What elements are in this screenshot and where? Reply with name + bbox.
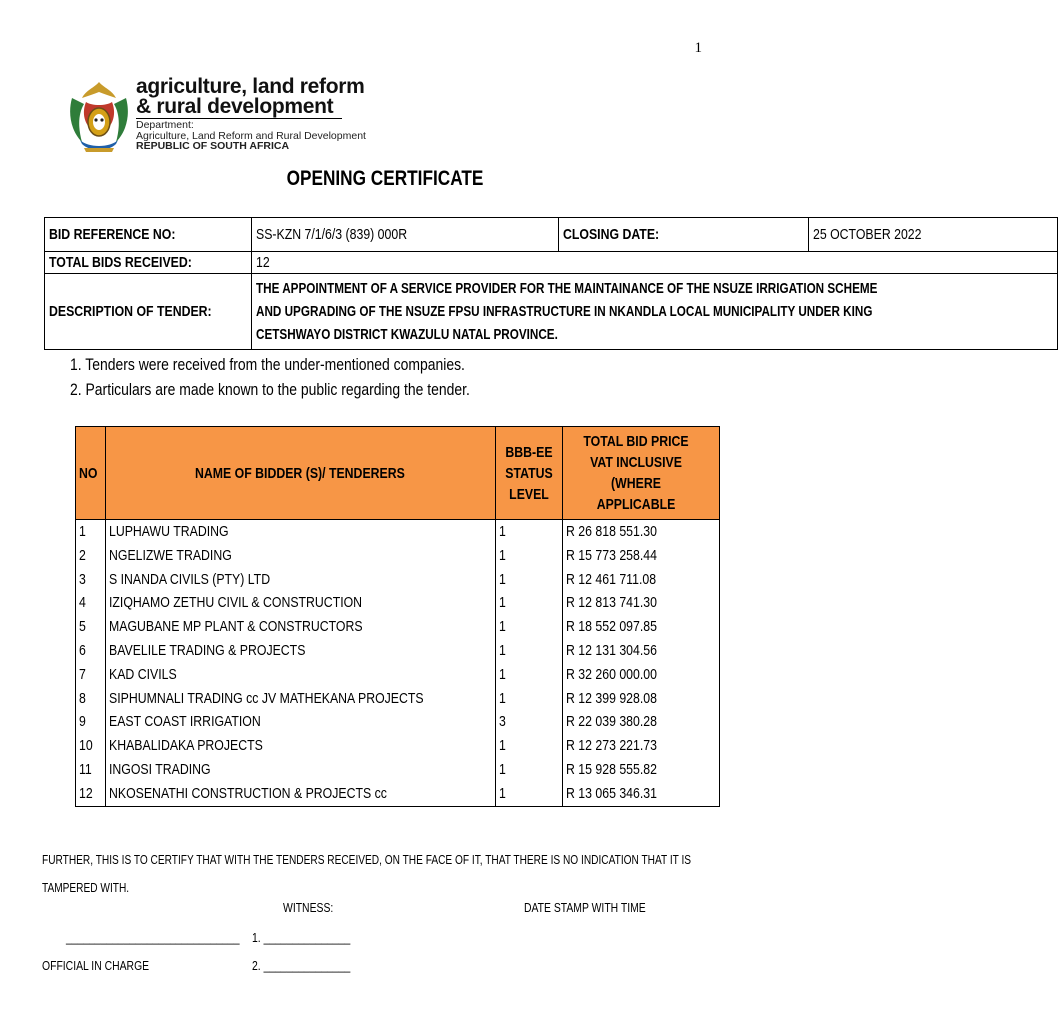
bid-price: R 12 813 741.30 [563,591,720,615]
bidder-name: NGELIZWE TRADING [105,544,496,568]
department-name-line1: agriculture, land reform [136,75,365,98]
official-signature-line: ______________________________ [66,930,240,945]
row-number: 12 [76,782,106,806]
bidder-name: KHABALIDAKA PROJECTS [105,734,496,758]
department-name-line2: & rural development [136,95,334,118]
bid-price: R 15 773 258.44 [563,544,720,568]
row-number: 6 [76,639,106,663]
bid-reference-value: SS-KZN 7/1/6/3 (839) 000R [252,218,559,252]
bbbee-level: 1 [496,758,563,782]
bidder-name: IZIQHAMO ZETHU CIVIL & CONSTRUCTION [105,591,496,615]
table-row [76,615,720,639]
description-row [45,274,1058,350]
closing-date-label: CLOSING DATE: [559,218,808,252]
row-number: 8 [76,687,106,711]
bid-price: R 12 131 304.56 [563,639,720,663]
coat-of-arms-logo [64,78,134,156]
table-row [76,591,720,615]
table-row [76,639,720,663]
bidder-name: S INANDA CIVILS (PTY) LTD [105,568,496,592]
total-bids-row [45,252,1058,274]
table-row [76,710,720,734]
description-label: DESCRIPTION OF TENDER: [45,274,252,350]
bid-price: R 12 461 711.08 [563,568,720,592]
bid-price: R 26 818 551.30 [563,520,720,544]
row-number: 7 [76,663,106,687]
bbbee-level: 1 [496,663,563,687]
bidders-table-header [76,427,720,520]
table-row [76,734,720,758]
table-row [76,758,720,782]
header-total-price: TOTAL BID PRICE VAT INCLUSIVE (WHERE APPLICABLE [563,427,720,520]
bbbee-level: 1 [496,544,563,568]
bid-price: R 12 273 221.73 [563,734,720,758]
bbbee-level: 1 [496,639,563,663]
page-number: 1 [694,40,702,56]
row-number: 4 [76,591,106,615]
row-number: 3 [76,568,106,592]
department-full-name: Agriculture, Land Reform and Rural Development [136,129,366,142]
country-name: REPUBLIC OF SOUTH AFRICA [136,140,290,152]
table-row [76,520,720,544]
bidder-name: MAGUBANE MP PLANT & CONSTRUCTORS [105,615,496,639]
page-title: OPENING CERTIFICATE [286,167,484,190]
table-row [76,782,720,806]
bidder-name: SIPHUMNALI TRADING cc JV MATHEKANA PROJECTS [105,687,496,711]
description-value: THE APPOINTMENT OF A SERVICE PROVIDER FOR THE MAINTAINANCE OF THE NSUZE IRRIGATION SCHEME AND UPGRADING OF THE NSUZE FPSU INFRASTRUCTURE IN NKANDLA LOCAL MUNICIPALITY UNDER KING CETSHWAYO DISTRICT KWAZULU NATAL PROVINCE. [252,274,1058,350]
header-no: NO [76,427,106,520]
bidders-table [75,426,720,807]
bid-reference-row [45,218,1058,252]
bidder-name: LUPHAWU TRADING [105,520,496,544]
date-stamp-label: DATE STAMP WITH TIME [524,900,646,915]
witness-label: WITNESS: [283,900,334,915]
bbbee-level: 3 [496,710,563,734]
bidder-name: INGOSI TRADING [105,758,496,782]
witness-1-signature-line: 1. _______________ [252,930,351,945]
department-subtitle [136,120,366,152]
official-in-charge-label: OFFICIAL IN CHARGE [42,958,150,973]
row-number: 11 [76,758,106,782]
bbbee-level: 1 [496,734,563,758]
row-number: 2 [76,544,106,568]
bbbee-level: 1 [496,615,563,639]
row-number: 9 [76,710,106,734]
bid-price: R 13 065 346.31 [563,782,720,806]
table-row [76,663,720,687]
bidder-name: KAD CIVILS [105,663,496,687]
total-bids-label: TOTAL BIDS RECEIVED: [45,252,252,274]
note-item: 1. Tenders were received from the under-mentioned companies. [70,355,465,374]
note-item: 2. Particulars are made known to the public regarding the tender. [70,380,470,399]
notes-list [70,352,558,402]
certification-line: FURTHER, THIS IS TO CERTIFY THAT WITH THE TENDERS RECEIVED, ON THE FACE OF IT, THAT THERE IS NO INDICATION THAT IT IS [42,852,692,867]
witness-2-signature-line: 2. _______________ [252,958,351,973]
bid-reference-label: BID REFERENCE NO: [45,218,252,252]
row-number: 1 [76,520,106,544]
bbbee-level: 1 [496,568,563,592]
bbbee-level: 1 [496,591,563,615]
bid-price: R 22 039 380.28 [563,710,720,734]
total-bids-value: 12 [252,252,1058,274]
bid-price: R 18 552 097.85 [563,615,720,639]
row-number: 5 [76,615,106,639]
bidder-name: NKOSENATHI CONSTRUCTION & PROJECTS cc [105,782,496,806]
bbbee-level: 1 [496,520,563,544]
bid-price: R 12 399 928.08 [563,687,720,711]
certification-line: TAMPERED WITH. [42,880,130,895]
table-row [76,544,720,568]
department-label: Department: [136,119,194,131]
tender-info-table [44,217,1058,350]
header-bidder-name: NAME OF BIDDER (S)/ TENDERERS [105,427,496,520]
header-bbbee-level: BBB-EE STATUS LEVEL [496,427,563,520]
row-number: 10 [76,734,106,758]
table-row [76,568,720,592]
bid-price: R 32 260 000.00 [563,663,720,687]
bidder-name: BAVELILE TRADING & PROJECTS [105,639,496,663]
bbbee-level: 1 [496,687,563,711]
bbbee-level: 1 [496,782,563,806]
bid-price: R 15 928 555.82 [563,758,720,782]
table-row [76,687,720,711]
bidder-name: EAST COAST IRRIGATION [105,710,496,734]
department-name [136,77,365,117]
closing-date-value: 25 OCTOBER 2022 [808,218,1057,252]
certification-statement [42,846,942,902]
